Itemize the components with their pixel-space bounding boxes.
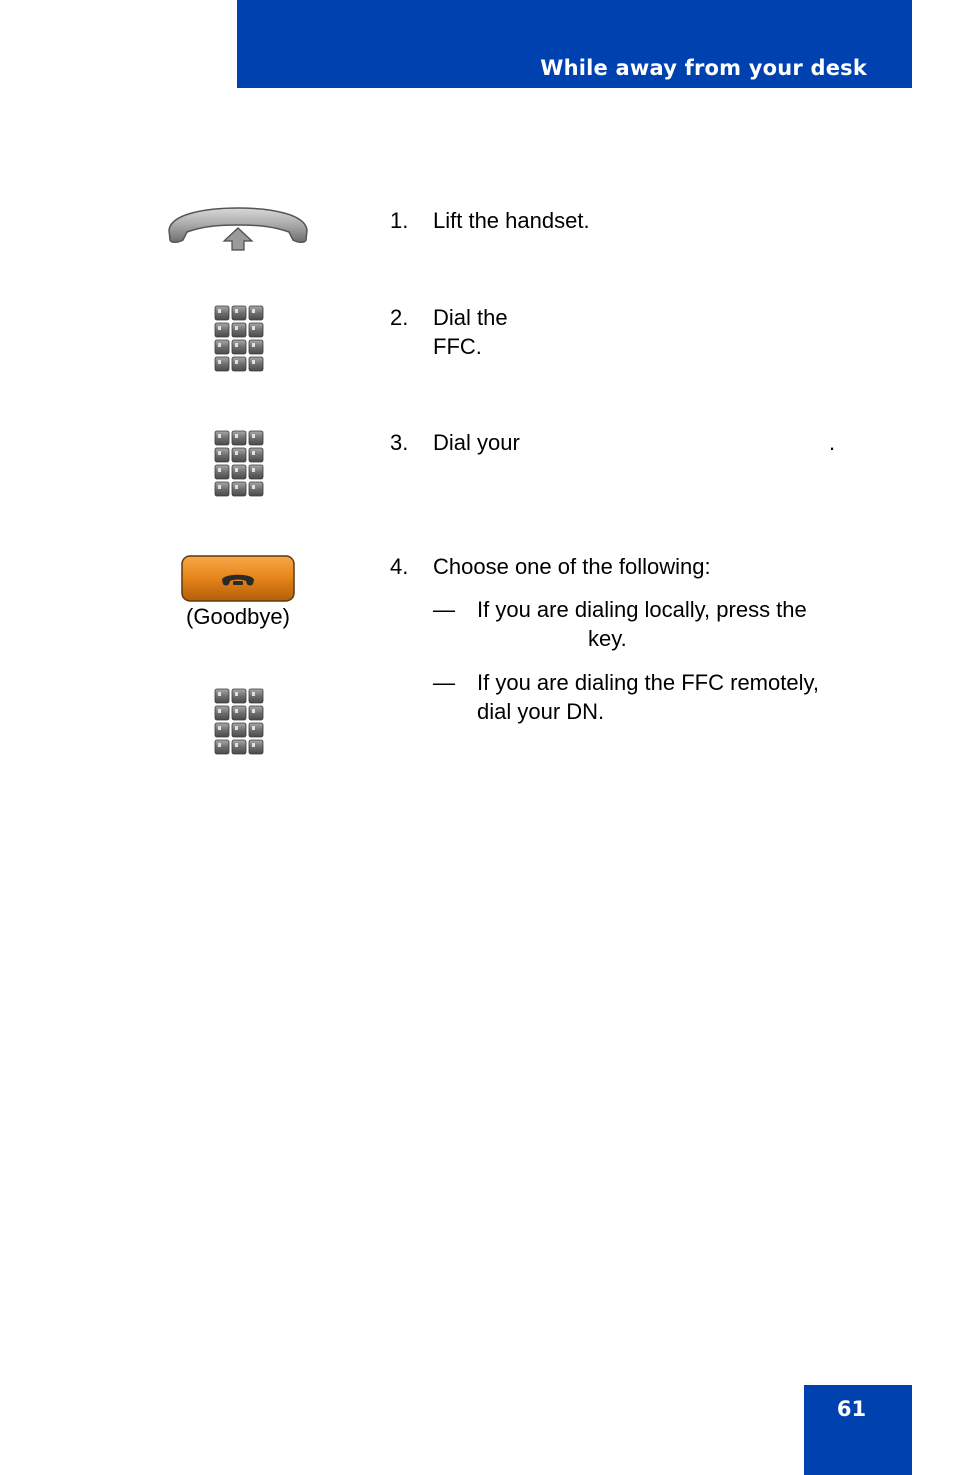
option-2-dash: — — [433, 670, 455, 695]
dialpad-icon — [214, 430, 264, 498]
dialpad-key — [215, 706, 229, 720]
step-2-text-line-1: Dial the — [433, 305, 508, 330]
dialpad-key-highlight — [252, 692, 255, 696]
option-2-text-line-1: If you are dialing the FFC remotely, — [477, 670, 819, 695]
dialpad-key-highlight — [252, 309, 255, 313]
dialpad-key — [249, 323, 263, 337]
dialpad-key-highlight — [235, 309, 238, 313]
dialpad-key — [232, 323, 246, 337]
dialpad-key-highlight — [252, 468, 255, 472]
option-1-text-line-1: If you are dialing locally, press the — [477, 597, 807, 622]
dialpad-key-highlight — [218, 360, 221, 364]
dialpad-key — [232, 740, 246, 754]
step-1-number: 1. — [390, 208, 409, 233]
dialpad-key-highlight — [235, 743, 238, 747]
dialpad-key — [232, 706, 246, 720]
dialpad-key — [215, 323, 229, 337]
dialpad-key-highlight — [235, 326, 238, 330]
option-1-dash: — — [433, 597, 455, 622]
dialpad-key — [232, 723, 246, 737]
dialpad-key-highlight — [252, 485, 255, 489]
dialpad-key-highlight — [235, 692, 238, 696]
dialpad-key-highlight — [252, 326, 255, 330]
dialpad-key-highlight — [235, 726, 238, 730]
dialpad-key — [232, 431, 246, 445]
dialpad-key-highlight — [252, 434, 255, 438]
dialpad-key-highlight — [252, 709, 255, 713]
dialpad-key — [232, 448, 246, 462]
dialpad-key — [215, 723, 229, 737]
dialpad-key-highlight — [218, 309, 221, 313]
dialpad-key — [215, 448, 229, 462]
dialpad-key — [249, 357, 263, 371]
dialpad-key — [215, 306, 229, 320]
section-title: While away from your desk — [540, 56, 867, 80]
dialpad-key-highlight — [218, 343, 221, 347]
dialpad-key — [249, 448, 263, 462]
dialpad-key — [249, 482, 263, 496]
dialpad-key — [215, 357, 229, 371]
step-3-text: Dial your — [433, 430, 520, 455]
dialpad-key-highlight — [235, 709, 238, 713]
dialpad-key-highlight — [235, 360, 238, 364]
step-4-text: Choose one of the following: — [433, 554, 711, 579]
dialpad-key-highlight — [235, 343, 238, 347]
step-4-number: 4. — [390, 554, 409, 579]
header-bar — [237, 0, 912, 88]
dialpad-key-highlight — [252, 726, 255, 730]
dialpad-key-highlight — [218, 726, 221, 730]
option-2-text-line-2: dial your DN. — [477, 699, 605, 724]
dialpad-key — [215, 740, 229, 754]
dialpad-key — [232, 482, 246, 496]
step-2-text-line-2: FFC. — [433, 334, 482, 359]
dialpad-key-highlight — [218, 451, 221, 455]
dialpad-key — [249, 431, 263, 445]
dialpad-icon — [214, 688, 264, 756]
option-1-text-line-2: key. — [588, 626, 627, 651]
dialpad-key-highlight — [252, 343, 255, 347]
dialpad-key-highlight — [218, 692, 221, 696]
page-number: 61 — [836, 1397, 867, 1421]
dialpad-key — [215, 482, 229, 496]
handset-off-hook-icon — [165, 204, 311, 252]
step-3-text-period: . — [829, 430, 836, 455]
dialpad-key-highlight — [218, 709, 221, 713]
dialpad-icon — [214, 305, 264, 373]
dialpad-key — [249, 465, 263, 479]
dialpad-key-highlight — [235, 468, 238, 472]
goodbye-key-icon — [181, 555, 295, 602]
dialpad-key — [249, 706, 263, 720]
dialpad-key — [232, 465, 246, 479]
dialpad-key-highlight — [252, 743, 255, 747]
dialpad-key — [215, 340, 229, 354]
dialpad-key — [249, 306, 263, 320]
dialpad-key-highlight — [218, 434, 221, 438]
dialpad-key — [249, 740, 263, 754]
dialpad-key-highlight — [252, 360, 255, 364]
dialpad-key — [232, 689, 246, 703]
dialpad-key-highlight — [252, 451, 255, 455]
page-number-box — [804, 1385, 912, 1475]
dialpad-key-highlight — [218, 485, 221, 489]
dialpad-key — [215, 689, 229, 703]
dialpad-key-highlight — [218, 326, 221, 330]
dialpad-key-highlight — [218, 468, 221, 472]
dialpad-key — [249, 689, 263, 703]
dialpad-key-highlight — [235, 434, 238, 438]
step-3-number: 3. — [390, 430, 409, 455]
dialpad-key — [232, 340, 246, 354]
dialpad-key-highlight — [218, 743, 221, 747]
dialpad-key — [215, 465, 229, 479]
dialpad-key — [232, 306, 246, 320]
dialpad-key — [249, 723, 263, 737]
dialpad-key-highlight — [235, 451, 238, 455]
dialpad-key-highlight — [235, 485, 238, 489]
dialpad-key — [232, 357, 246, 371]
step-2-number: 2. — [390, 305, 409, 330]
dialpad-key — [249, 340, 263, 354]
goodbye-key-label: (Goodbye) — [186, 604, 290, 629]
step-1-text: Lift the handset. — [433, 208, 590, 233]
dialpad-key — [215, 431, 229, 445]
